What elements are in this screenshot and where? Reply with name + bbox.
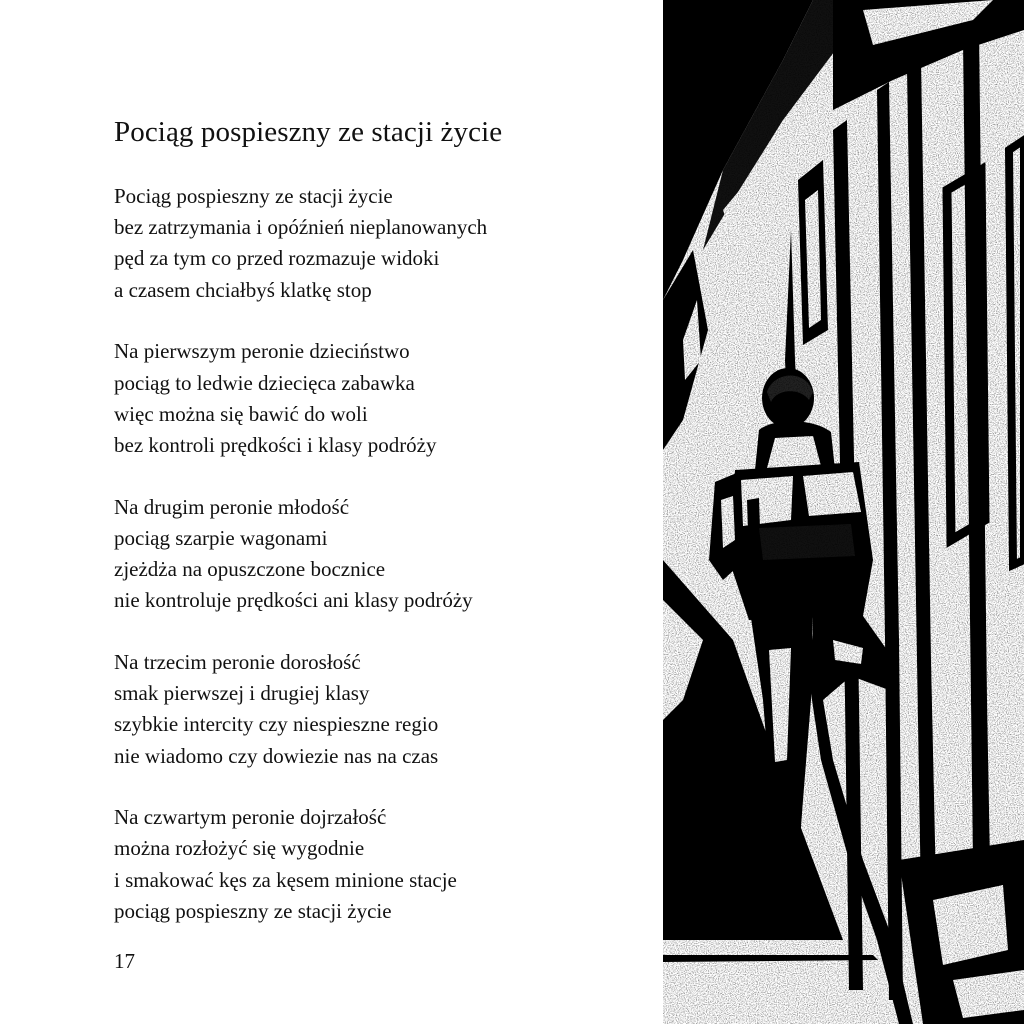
stanza-1 (114, 181, 654, 306)
poem-line: smak pierwszej i drugiej klasy (114, 681, 370, 706)
poem-line: i smakować kęs za kęsem minione stacje (114, 867, 457, 892)
poem-line: bez zatrzymania i opóźnień nieplanowanych (114, 215, 488, 240)
poem-line: a czasem chciałbyś klatkę stop (114, 277, 372, 302)
poem-line: Na trzecim peronie dorosłość (114, 649, 361, 674)
page-number: 17 (114, 949, 135, 973)
poem-line: można rozłożyć się wygodnie (114, 836, 365, 861)
poem-body (114, 181, 654, 927)
poem-line: Na czwartym peronie dojrzałość (114, 805, 387, 830)
poem-line: pociąg to ledwie dziecięca zabawka (114, 370, 415, 395)
poem-line: pociąg pospieszny ze stacji życie (114, 898, 392, 923)
poem-line: pęd za tym co przed rozmazuje widoki (114, 246, 440, 271)
stanza-2 (114, 336, 654, 461)
poem-line: bez kontroli prędkości i klasy podróży (114, 432, 437, 457)
poem (114, 113, 654, 927)
train-photo-illustration (663, 0, 1024, 1024)
poem-title: Pociąg pospieszny ze stacji życie (114, 116, 503, 148)
poem-line: zjeżdża na opuszczone bocznice (114, 557, 386, 582)
poem-line: Na drugim peronie młodość (114, 494, 350, 519)
poem-line: pociąg szarpie wagonami (114, 525, 328, 550)
poem-line: Na pierwszym peronie dzieciństwo (114, 339, 410, 364)
poem-line: nie wiadomo czy dowiezie nas na czas (114, 743, 439, 768)
poem-line: więc można się bawić do woli (114, 401, 368, 426)
stanza-4 (114, 647, 654, 772)
stanza-5 (114, 802, 654, 927)
poem-line: nie kontroluje prędkości ani klasy podróży (114, 588, 473, 613)
poem-line: Pociąg pospieszny ze stacji życie (114, 184, 393, 208)
train-photo (663, 0, 1024, 1024)
poem-line: szybkie intercity czy niespieszne regio (114, 712, 439, 737)
stanza-3 (114, 492, 654, 617)
